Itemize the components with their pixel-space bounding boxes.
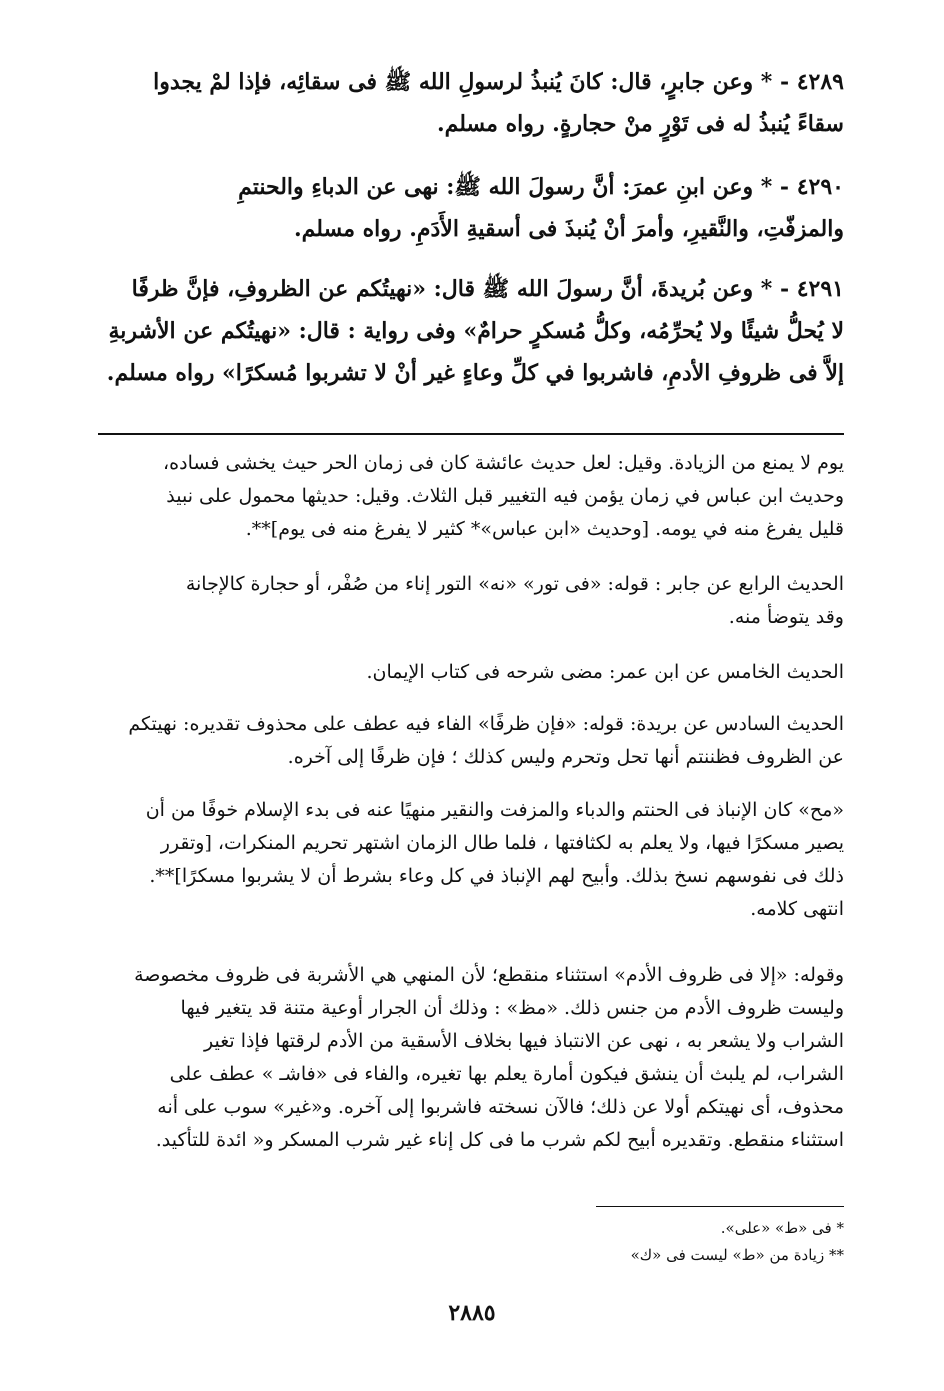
commentary-paragraph (98, 959, 844, 1157)
hadith-line: ٤٢٨٩ - * وعن جابرٍ، قال: كانَ يُنبذُ لرسولِ الله ﷺ فى سقائِه، فإذا لمْ يجدوا (153, 69, 844, 95)
hadith-4291 (98, 268, 844, 394)
commentary-line: الشراب ولا يشعر به ، نهى عن الانتباذ فيها بخلاف الأسقية من الأدم لرقتها فإذا تغير (204, 1030, 844, 1052)
commentary-paragraph (98, 794, 844, 926)
commentary-paragraph (98, 568, 844, 634)
footnote: ** زيادة من «ط» ليست فى «ك» (630, 1246, 844, 1264)
footnote: * فى «ط» «على». (720, 1219, 844, 1237)
hadith-line: سقاءً يُنبذُ له فى تَوْرٍ منْ حجارةٍ. رواه مسلم. (436, 111, 844, 137)
commentary-paragraph (98, 656, 844, 689)
hadith-line: لا يُحلُّ شيئًا ولا يُحرِّمُه، وكلُّ مُسكرٍ حرامٌ» وفى رواية : قال: «نهيتُكم عن الأشربةِ (108, 318, 844, 344)
hadith-line: والمزفّتِ، والنَّقيرِ، وأمرَ أنْ يُنبذَ فى أسقيةِ الأَدَمِ. رواه مسلم. (294, 216, 844, 242)
commentary-line: الحديث الخامس عن ابن عمر: مضى شرحه فى كتاب الإيمان. (366, 661, 844, 683)
text-separator (98, 433, 844, 435)
hadith-line: إلاَّ فى ظروفِ الأدمِ، فاشربوا في كلِّ وعاءٍ غير أنْ لا تشربوا مُسكرًا» رواه مسلم. (106, 360, 844, 386)
footnote-separator (596, 1206, 844, 1207)
commentary-line: وليست ظروف الأدم من جنس ذلك. «مظ» : وذلك أن الجرار أوعية متنة قد يتغير فيها (180, 997, 844, 1019)
commentary-line: وحديث ابن عباس في زمان يؤمن فيه التغيير قبل الثلاث. وقيل: حديثها محمول على نبيذ (166, 485, 844, 507)
commentary-line: «مح» كان الإنباذ فى الحنتم والدباء والمزفت والنقير منهيًا عنه فى بدء الإسلام خوفًا من أن (145, 799, 844, 821)
commentary-paragraph (98, 708, 844, 774)
commentary-paragraph (98, 447, 844, 546)
page-number: ٢٨٨٥ (448, 1300, 496, 1326)
commentary-line: يوم لا يمنع من الزيادة. وقيل: لعل حديث عائشة كان فى زمان الحر حيث يخشى فساده، (163, 452, 844, 474)
commentary-line: الحديث السادس عن بريدة: قوله: «فإن ظرفًا» الفاء فيه عطف على محذوف تقديره: نهيتكم (128, 713, 844, 735)
commentary-line: الشراب، لم يلبث أن ينشق فيكون أمارة يعلم بها تغيره، والفاء فى «فاشـ » عطف على (169, 1063, 844, 1085)
commentary-line: انتهى كلامه. (750, 898, 844, 920)
commentary-line: وقوله: «إلا فى ظروف الأدم» استثناء منقطع؛ لأن المنهي هي الأشربة فى ظروف مخصوصة (134, 964, 844, 986)
commentary-line: ذلك فى نفوسهم نسخ بذلك. وأبيح لهم الإنباذ في كل وعاء بشرط أن لا يشربوا مسكرًا]**. (149, 865, 844, 887)
commentary-line: عن الظروف فظننتم أنها تحل وتحرم وليس كذلك ؛ فإن ظرفًا إلى آخره. (287, 746, 844, 768)
commentary-line: وقد يتوضأ منه. (728, 606, 844, 628)
hadith-4289 (98, 61, 844, 145)
commentary-line: محذوف، أى نهيتكم أولا عن ذلك؛ فالآن نسخته فاشربوا إلى آخره. و«غير» سوب على أنه (157, 1096, 844, 1118)
hadith-line: ٤٢٩١ - * وعن بُريدةَ، أنَّ رسولَ الله ﷺ قال: «نهيتُكم عن الظروفِ، فإنَّ ظرفًا (131, 276, 844, 302)
hadith-line: ٤٢٩٠ - * وعن ابنِ عمرَ: أنَّ رسولَ الله ﷺ: نهى عن الدباءِ والحنتمِ (238, 174, 844, 200)
commentary-line: قليل يفرغ منه في يومه. [وحديث «ابن عباس»* كثير لا يفرغ منه فى يوم]**. (245, 518, 844, 540)
commentary-line: استثناء منقطع. وتقديره أبيح لكم شرب ما فى كل إناء غير شرب المسكر و« ائدة للتأكيد. (155, 1129, 844, 1151)
commentary-line: يصير مسكرًا فيها، ولا يعلم به لكثافتها ، فلما طال الزمان اشتهر تحريم المنكرات، [وتقرر (160, 832, 844, 854)
hadith-4290 (98, 166, 844, 250)
commentary-line: الحديث الرابع عن جابر : قوله: «فى تور» «نه» التور إناء من صُفْر، أو حجارة كالإجانة (185, 573, 844, 595)
